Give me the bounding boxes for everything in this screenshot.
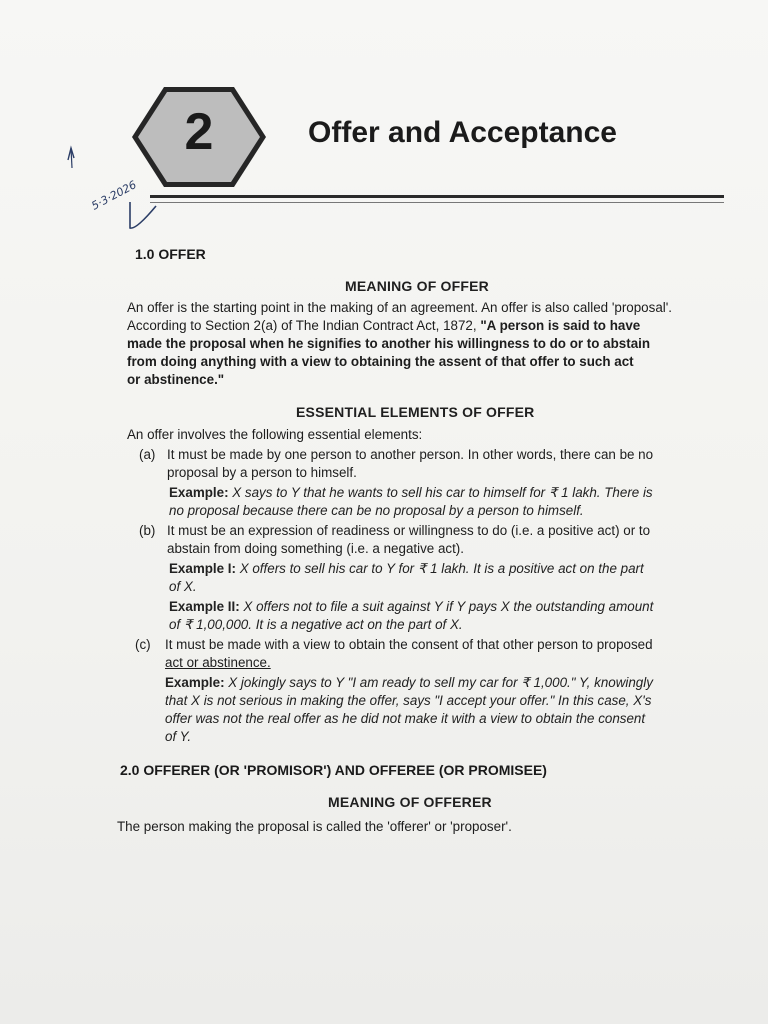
handwritten-date-annotation	[60, 140, 170, 240]
chapter-title: Offer and Acceptance	[308, 116, 617, 149]
example-label: Example:	[169, 485, 229, 500]
example-text: X offers to sell his car to Y for ₹ 1 lakh. It is a positive act on the part	[235, 561, 644, 576]
example-label: Example II:	[169, 599, 240, 614]
para-line-text: According to Section 2(a) of The Indian Contract Act, 1872,	[127, 318, 481, 333]
item-line: proposal by a person to himself.	[167, 465, 357, 480]
example-b-1	[169, 560, 729, 596]
list-item-c	[135, 636, 729, 676]
example-text: X jokingly says to Y "I am ready to sell my car for ₹ 1,000." Y, knowingly	[224, 675, 653, 690]
svg-text:5·3·2026: 5·3·2026	[89, 178, 139, 213]
list-item-b	[139, 522, 729, 562]
example-label: Example:	[165, 675, 225, 690]
para-line: made the proposal when he signifies to another his willingness to do or to abstain	[127, 336, 651, 351]
essential-elements-heading: ESSENTIAL ELEMENTS OF OFFER	[296, 404, 535, 420]
meaning-of-offer-heading: MEANING OF OFFER	[345, 278, 489, 294]
title-rule-thin	[150, 202, 724, 203]
example-line	[165, 674, 729, 692]
meaning-of-offer-paragraph	[127, 299, 727, 389]
item-line: It must be made by one person to another person. In other words, there can be no	[167, 447, 654, 462]
item-line: It must be made with a view to obtain the consent of that other person to proposed	[165, 637, 653, 652]
title-rule-thick	[150, 195, 724, 198]
example-c	[165, 674, 729, 746]
meaning-of-offerer-heading: MEANING OF OFFERER	[328, 794, 492, 810]
list-item-a	[139, 446, 729, 486]
example-a	[169, 484, 729, 520]
meaning-of-offerer-text: The person making the proposal is called the 'offerer' or 'proposer'.	[117, 819, 512, 834]
list-item-text	[167, 522, 650, 558]
example-line: of ₹ 1,00,000. It is a negative act on the part of X.	[169, 617, 463, 632]
example-line	[169, 598, 729, 616]
list-item-text	[167, 446, 653, 482]
example-line	[169, 560, 729, 578]
essential-elements-intro: An offer involves the following essential elements:	[127, 427, 423, 442]
item-line: abstain from doing something (i.e. a negative act).	[167, 541, 464, 556]
example-line: of Y.	[165, 729, 192, 744]
para-line	[127, 317, 727, 335]
example-line: of X.	[169, 579, 197, 594]
definition-quote-start: "A person is said to have	[480, 318, 641, 333]
section-2-heading: 2.0 OFFERER (OR 'PROMISOR') AND OFFEREE (OR PROMISEE)	[120, 762, 547, 778]
list-marker: (c)	[135, 637, 151, 652]
example-text: X says to Y that he wants to sell his car to himself for ₹ 1 lakh. There is	[228, 485, 653, 500]
example-text: X offers not to file a suit against Y if Y pays X the outstanding amount	[239, 599, 654, 614]
example-line: that X is not serious in making the offer, says "I accept your offer." In this case, X's	[165, 693, 652, 708]
para-line: An offer is the starting point in the making of an agreement. An offer is also called 'proposal'.	[127, 300, 673, 315]
list-marker: (a)	[139, 447, 156, 462]
para-line: or abstinence."	[127, 372, 225, 387]
para-line: from doing anything with a view to obtaining the assent of that offer to such act	[127, 354, 634, 369]
section-1-heading: 1.0 OFFER	[135, 246, 206, 262]
chapter-number: 2	[184, 103, 214, 161]
list-marker: (b)	[139, 523, 156, 538]
example-line	[169, 484, 729, 502]
example-b-2	[169, 598, 729, 634]
list-item-text	[165, 636, 653, 672]
item-line: act or abstinence.	[165, 655, 271, 670]
example-label: Example I:	[169, 561, 236, 576]
example-line: offer was not the real offer as he did not make it with a view to obtain the consent	[165, 711, 646, 726]
example-line: no proposal because there can be no proposal by a person to himself.	[169, 503, 584, 518]
item-line: It must be an expression of readiness or willingness to do (i.e. a positive act) or to	[167, 523, 651, 538]
